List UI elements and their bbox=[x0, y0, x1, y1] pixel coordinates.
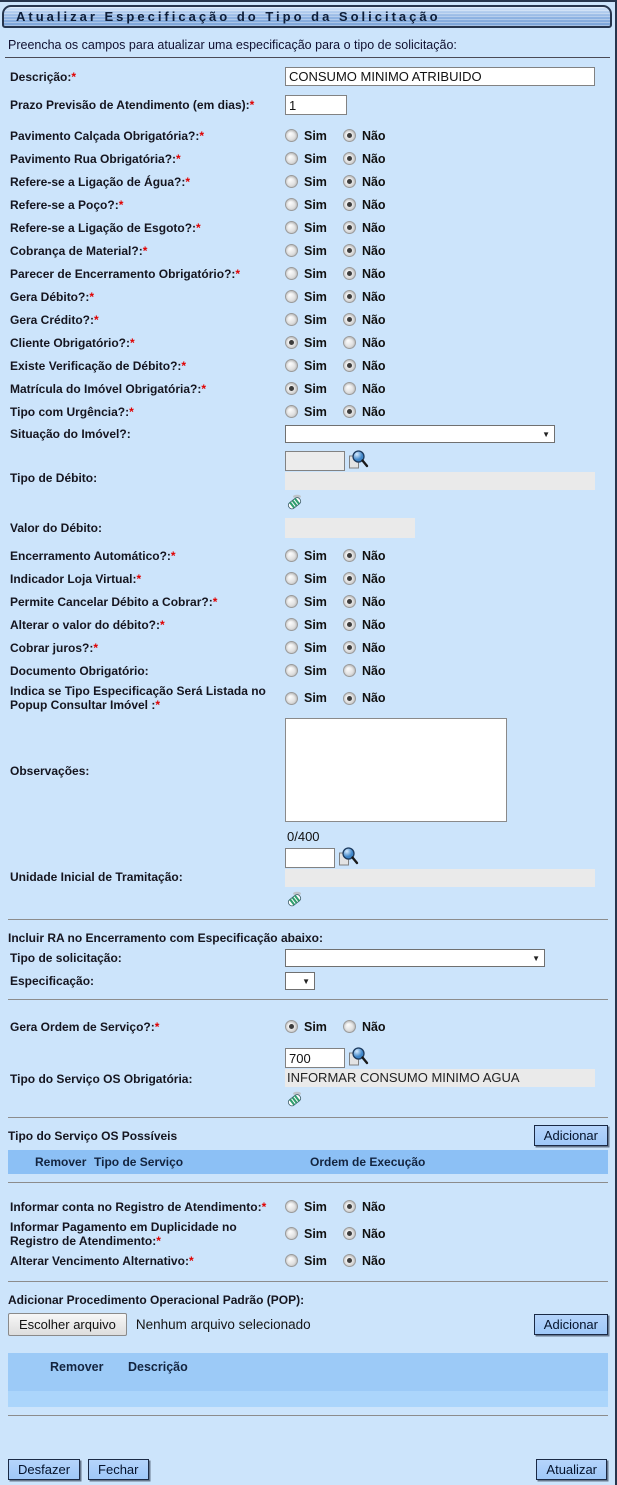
field-cobranca-material: Cobrança de Material?:* Sim Não bbox=[10, 243, 386, 258]
pop-table-header bbox=[8, 1353, 608, 1391]
radio-sim[interactable] bbox=[285, 152, 298, 165]
radio-nao[interactable] bbox=[343, 1020, 356, 1033]
field-especificacao: Especificação: ▼ bbox=[0, 972, 615, 990]
radio-nao[interactable] bbox=[343, 198, 356, 211]
field-observacoes: Observações: 0/400 bbox=[0, 718, 615, 844]
divider bbox=[8, 1117, 608, 1118]
divider bbox=[8, 1281, 608, 1282]
tipo-servico-os-descricao: INFORMAR CONSUMO MINIMO AGUA bbox=[285, 1069, 595, 1087]
especificacao-select[interactable] bbox=[285, 972, 315, 990]
radio-sim[interactable] bbox=[285, 692, 298, 705]
radio-sim[interactable] bbox=[285, 1020, 298, 1033]
field-gera-credito: Gera Crédito?:* Sim Não bbox=[10, 312, 386, 327]
field-parecer-encerramento: Parecer de Encerramento Obrigatório?:* Sim Não bbox=[10, 266, 386, 281]
radio-sim[interactable] bbox=[285, 595, 298, 608]
divider bbox=[8, 919, 608, 920]
radio-nao[interactable] bbox=[343, 1254, 356, 1267]
valor-debito-field bbox=[285, 518, 415, 538]
radio-sim[interactable] bbox=[285, 549, 298, 562]
field-cobrar-juros: Cobrar juros?:* Sim Não bbox=[10, 640, 386, 655]
column-descricao: Descrição bbox=[128, 1360, 188, 1374]
radio-nao[interactable] bbox=[343, 244, 356, 257]
page-title-bar bbox=[2, 5, 612, 28]
radio-nao[interactable] bbox=[343, 359, 356, 372]
field-gera-ordem-servico: Gera Ordem de Serviço?:* Sim Não bbox=[10, 1019, 386, 1034]
tipo-servico-os-code-input[interactable] bbox=[285, 1048, 345, 1068]
possiveis-section-header bbox=[0, 1125, 615, 1146]
field-alterar-valor-debito: Alterar o valor do débito?:* Sim Não bbox=[10, 617, 386, 632]
radio-sim[interactable] bbox=[285, 198, 298, 211]
field-tipo-servico-os: Tipo do Serviço OS Obrigatória: 700 INFORMAR CONSUMO MINIMO AGUA bbox=[0, 1046, 615, 1109]
tipo-debito-code-input bbox=[285, 451, 345, 471]
field-permite-cancelar-debito: Permite Cancelar Débito a Cobrar?:* Sim Não bbox=[10, 594, 386, 609]
unidade-inicial-code-input[interactable] bbox=[285, 848, 335, 868]
pop-title: Adicionar Procedimento Operacional Padrão (POP): bbox=[8, 1293, 305, 1307]
radio-nao[interactable] bbox=[343, 313, 356, 326]
divider bbox=[8, 1415, 608, 1416]
field-gera-debito: Gera Débito?:* Sim Não bbox=[10, 289, 386, 304]
field-pavimento-rua: Pavimento Rua Obrigatória?:* Sim Não bbox=[10, 151, 386, 166]
incluir-ra-title: Incluir RA no Encerramento com Especificação abaixo: bbox=[8, 931, 323, 945]
field-indicador-loja-virtual: Indicador Loja Virtual:* Sim Não bbox=[10, 571, 386, 586]
radio-nao[interactable] bbox=[343, 1200, 356, 1213]
radio-sim[interactable] bbox=[285, 641, 298, 654]
fechar-button[interactable]: Fechar bbox=[88, 1459, 148, 1480]
radio-sim[interactable] bbox=[285, 221, 298, 234]
radio-sim[interactable] bbox=[285, 382, 298, 395]
radio-nao[interactable] bbox=[343, 549, 356, 562]
file-status-text: Nenhum arquivo selecionado bbox=[135, 1317, 311, 1332]
field-encerramento-automatico: Encerramento Automático?:* Sim Não bbox=[10, 548, 386, 563]
field-matricula-imovel: Matrícula do Imóvel Obrigatória?:* Sim Não bbox=[10, 381, 386, 396]
field-ligacao-agua: Refere-se a Ligação de Água?:* Sim Não bbox=[10, 174, 386, 189]
radio-sim[interactable] bbox=[285, 572, 298, 585]
pop-table-empty-row bbox=[8, 1391, 608, 1407]
divider bbox=[5, 57, 610, 58]
radio-nao[interactable] bbox=[343, 175, 356, 188]
radio-sim[interactable] bbox=[285, 1227, 298, 1240]
radio-sim[interactable] bbox=[285, 336, 298, 349]
eraser-icon[interactable] bbox=[285, 889, 304, 908]
atualizar-button[interactable]: Atualizar bbox=[536, 1459, 607, 1480]
radio-sim[interactable] bbox=[285, 405, 298, 418]
eraser-icon[interactable] bbox=[285, 1089, 304, 1108]
field-valor-debito: Valor do Débito: bbox=[0, 518, 615, 538]
column-remover: Remover bbox=[35, 1155, 87, 1169]
tipo-solicitacao-select[interactable] bbox=[285, 949, 545, 967]
radio-sim[interactable] bbox=[285, 359, 298, 372]
radio-nao[interactable] bbox=[343, 267, 356, 280]
column-remover: Remover bbox=[50, 1360, 104, 1374]
page-title: Atualizar Especificação do Tipo da Solicitação bbox=[16, 9, 441, 24]
field-unidade-inicial: Unidade Inicial de Tramitação: bbox=[0, 846, 615, 909]
radio-nao[interactable] bbox=[343, 405, 356, 418]
radio-sim[interactable] bbox=[285, 618, 298, 631]
lookup-magnifier-icon[interactable] bbox=[348, 1046, 369, 1068]
field-cliente-obrigatorio: Cliente Obrigatório?:* Sim Não bbox=[10, 335, 386, 350]
possiveis-adicionar-button[interactable]: Adicionar bbox=[534, 1125, 608, 1146]
field-informar-pagamento-duplicidade: Informar Pagamento em Duplicidade no Registro de Atendimento:* Sim Não bbox=[10, 1219, 386, 1248]
pop-adicionar-button[interactable]: Adicionar bbox=[534, 1314, 608, 1335]
field-tipo-solicitacao: Tipo de solicitação: ▼ bbox=[0, 949, 615, 967]
chevron-down-icon: ▼ bbox=[302, 977, 310, 986]
footer-actions bbox=[0, 1459, 615, 1480]
field-pavimento-calcada: Pavimento Calçada Obrigatória?:* Sim Não bbox=[10, 128, 386, 143]
divider bbox=[8, 1182, 608, 1183]
radio-nao[interactable] bbox=[343, 336, 356, 349]
eraser-icon[interactable] bbox=[285, 492, 304, 511]
prazo-input[interactable] bbox=[285, 95, 347, 115]
lookup-magnifier-icon[interactable] bbox=[338, 846, 359, 868]
field-poco: Refere-se a Poço?:* Sim Não bbox=[10, 197, 386, 212]
observacoes-textarea[interactable] bbox=[285, 718, 507, 822]
field-documento-obrigatorio: Documento Obrigatório: Sim Não bbox=[10, 663, 386, 678]
chevron-down-icon: ▼ bbox=[542, 430, 550, 439]
tipo-debito-descricao bbox=[285, 472, 595, 490]
situacao-imovel-select[interactable] bbox=[285, 425, 555, 443]
radio-nao[interactable] bbox=[343, 595, 356, 608]
field-indica-popup: Indica se Tipo Especificação Será Listada no Popup Consultar Imóvel :* Sim Não bbox=[10, 684, 386, 712]
radio-sim[interactable] bbox=[285, 290, 298, 303]
desfazer-button[interactable]: Desfazer bbox=[8, 1459, 80, 1480]
radio-nao[interactable] bbox=[343, 641, 356, 654]
unidade-inicial-descricao bbox=[285, 869, 595, 887]
field-alterar-vencimento: Alterar Vencimento Alternativo:* Sim Não bbox=[10, 1253, 386, 1268]
column-ordem-de-execucao: Ordem de Execução bbox=[310, 1155, 426, 1169]
observacoes-counter: 0/400 bbox=[287, 829, 320, 844]
field-ligacao-esgoto: Refere-se a Ligação de Esgoto?:* Sim Não bbox=[10, 220, 386, 235]
possiveis-table-header bbox=[8, 1150, 608, 1174]
lookup-magnifier-icon[interactable] bbox=[348, 449, 369, 471]
field-situacao-imovel: Situação do Imóvel?: ▼ bbox=[0, 425, 615, 443]
radio-nao[interactable] bbox=[343, 382, 356, 395]
field-prazo: Prazo Previsão de Atendimento (em dias):* 1 bbox=[0, 95, 615, 115]
divider bbox=[8, 999, 608, 1000]
radio-nao[interactable] bbox=[343, 152, 356, 165]
field-informar-conta: Informar conta no Registro de Atendimento:* Sim Não bbox=[10, 1199, 386, 1214]
radio-nao[interactable] bbox=[343, 664, 356, 677]
field-tipo-debito: Tipo de Débito: bbox=[0, 449, 615, 512]
radio-sim[interactable] bbox=[285, 267, 298, 280]
radio-sim[interactable] bbox=[285, 313, 298, 326]
radio-sim[interactable] bbox=[285, 1254, 298, 1267]
pop-file-row bbox=[8, 1313, 608, 1336]
radio-sim[interactable] bbox=[285, 129, 298, 142]
radio-sim[interactable] bbox=[285, 175, 298, 188]
possiveis-title: Tipo do Serviço OS Possíveis bbox=[8, 1128, 178, 1143]
descricao-input[interactable] bbox=[285, 67, 595, 86]
chevron-down-icon: ▼ bbox=[532, 954, 540, 963]
column-tipo-de-servico: Tipo de Serviço bbox=[94, 1155, 184, 1169]
radio-sim[interactable] bbox=[285, 664, 298, 677]
radio-nao[interactable] bbox=[343, 572, 356, 585]
field-existe-verificacao-debito: Existe Verificação de Débito?:* Sim Não bbox=[10, 358, 386, 373]
radio-nao[interactable] bbox=[343, 290, 356, 303]
radio-sim[interactable] bbox=[285, 1200, 298, 1213]
field-descricao: Descrição:* CONSUMO MINIMO ATRIBUIDO bbox=[0, 67, 615, 86]
escolher-arquivo-button[interactable]: Escolher arquivo bbox=[8, 1313, 127, 1336]
radio-nao[interactable] bbox=[343, 221, 356, 234]
radio-sim[interactable] bbox=[285, 244, 298, 257]
radio-nao[interactable] bbox=[343, 129, 356, 142]
instruction-text: Preencha os campos para atualizar uma especificação para o tipo de solicitação: bbox=[8, 38, 457, 52]
radio-nao[interactable] bbox=[343, 1227, 356, 1240]
field-tipo-urgencia: Tipo com Urgência?:* Sim Não bbox=[10, 404, 386, 419]
radio-nao[interactable] bbox=[343, 618, 356, 631]
radio-nao[interactable] bbox=[343, 692, 356, 705]
